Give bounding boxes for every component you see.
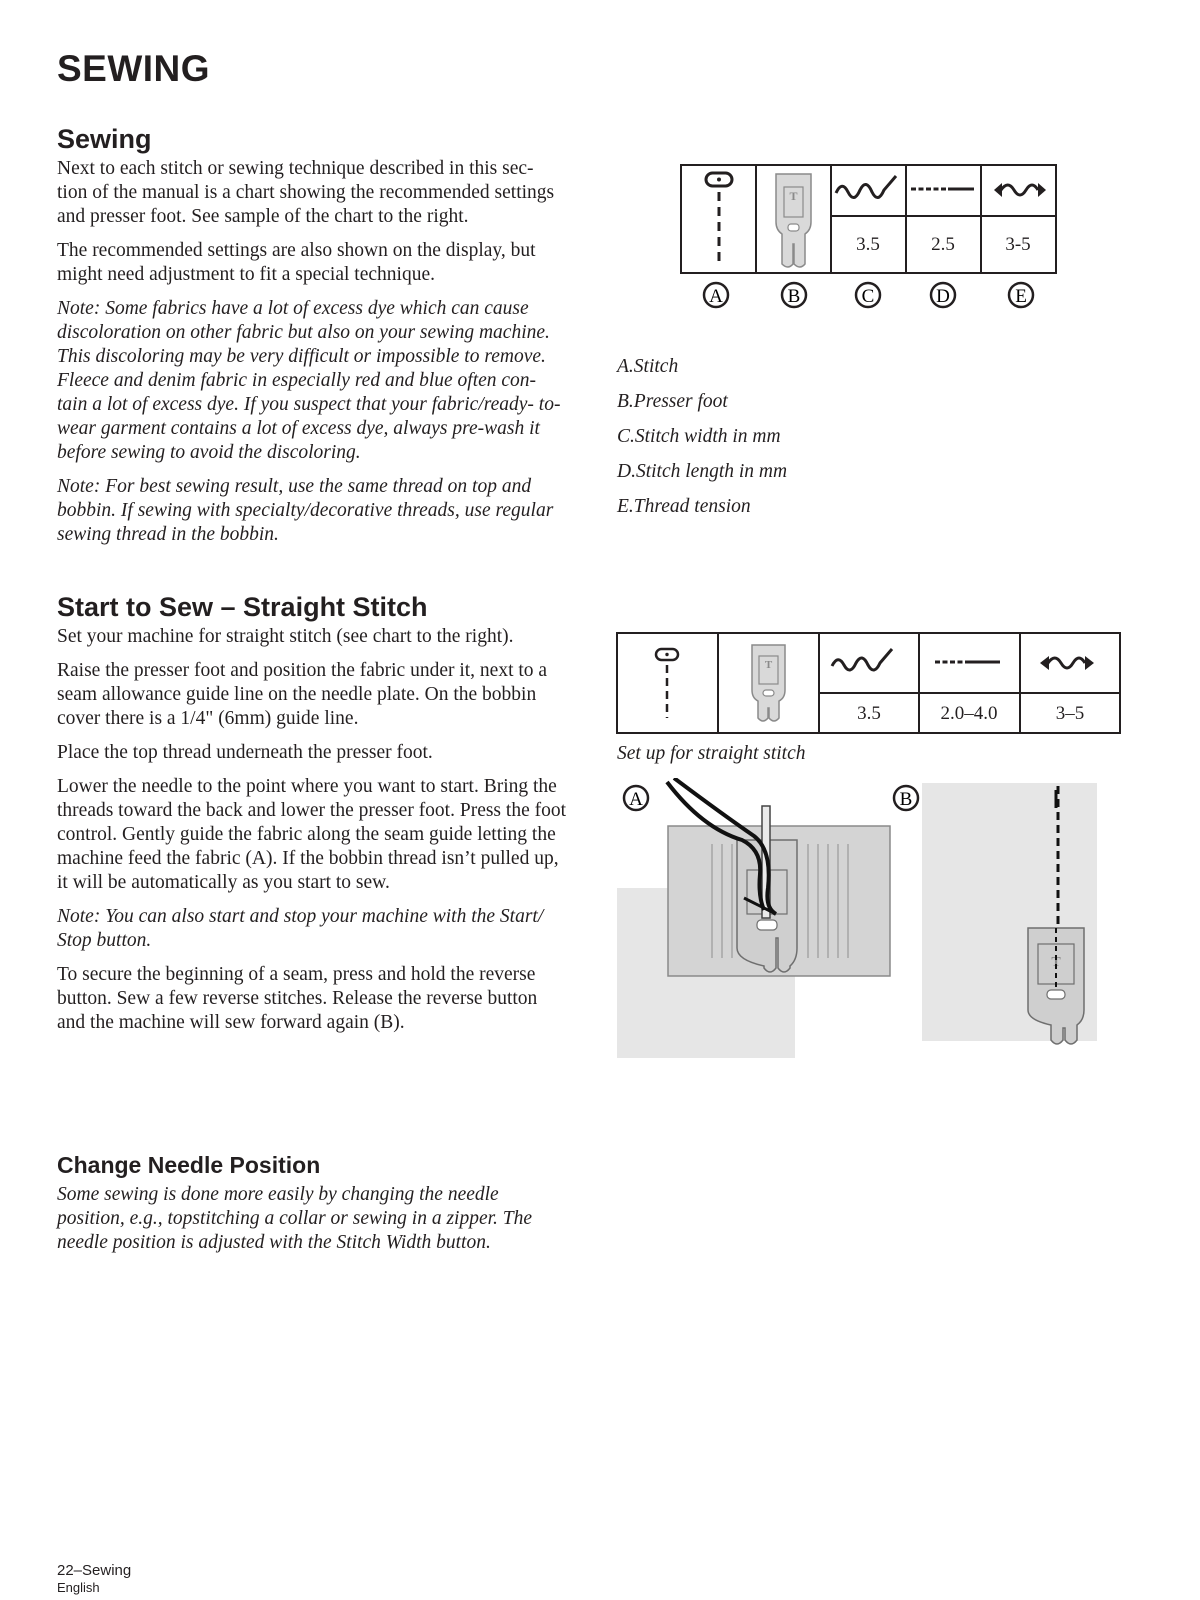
svg-text:C: C: [861, 286, 875, 307]
chart-tension-value: 3–5: [1055, 703, 1085, 724]
svg-text:D: D: [936, 286, 950, 307]
legend-item: A.Stitch: [617, 356, 679, 377]
chart-letter-b: [782, 283, 806, 307]
legend-item: B.Presser foot: [617, 391, 728, 412]
paragraph: Some sewing is done more easily by changing the needle position, e.g., topstitching a collar or sewing in a zipper. The needle position is adjusted with the Stitch Width button.: [57, 1184, 533, 1253]
chart-letter-a: [704, 283, 728, 307]
section-heading-start-to-sew: Start to Sew – Straight Stitch: [57, 592, 428, 622]
paragraph: Raise the presser foot and position the fabric under it, next to a seam allowance guide line on the needle plate. On the bobbin cover there is a 1/4" (6mm) guide line.: [57, 660, 548, 729]
legend-item: D.Stitch length in mm: [617, 461, 788, 482]
illustration-start-sewing: [612, 778, 912, 1068]
chart-letter-c: [856, 283, 880, 307]
paragraph: The recommended settings are also shown on the display, but might need adjustment to fit a special technique.: [57, 240, 536, 285]
change-needle-text: [57, 1183, 557, 1265]
paragraph: Set your machine for straight stitch (see chart to the right).: [57, 626, 514, 647]
chart-width-value: 3.5: [856, 234, 880, 255]
page-footer-number: 22–Sewing: [57, 1562, 132, 1579]
page-footer-language: English: [57, 1580, 100, 1595]
svg-text:T: T: [789, 189, 798, 203]
section-heading-sewing: Sewing: [57, 124, 152, 154]
note: Note: Some fabrics have a lot of excess dye which can cause discoloration on other fabric but also on your sewing machine. This discoloring may be very difficult or impossible to remove. Fleece and denim fabric in especially red and blue often con- tain a lot of excess dye. If you suspect that your fabric/ready- to-wear garment contains a lot of excess dye, always pre-wash it before sewing to avoid the discoloring.: [57, 298, 561, 463]
chart-legend: [617, 355, 787, 530]
chart-caption: Set up for straight stitch: [617, 743, 806, 764]
svg-text:B: B: [899, 789, 913, 810]
svg-text:T: T: [764, 659, 773, 671]
paragraph: Place the top thread underneath the presser foot.: [57, 742, 433, 763]
sewing-text: [57, 157, 567, 557]
chart-length-value: 2.5: [931, 234, 955, 255]
legend-item: C.Stitch width in mm: [617, 426, 781, 447]
illustration-reverse-stitch: [882, 778, 1112, 1068]
page-title: SEWING: [57, 48, 211, 89]
note: Note: For best sewing result, use the same thread on top and bobbin. If sewing with specialty/decorative threads, use regular sewing thread in the bobbin.: [57, 476, 554, 545]
paragraph: To secure the beginning of a seam, press and hold the reverse button. Sew a few reverse stitches. Release the reverse button and the machine will sew forward again (B).: [57, 964, 538, 1033]
section-heading-change-needle-position: Change Needle Position: [57, 1152, 321, 1178]
svg-text:E: E: [1015, 286, 1027, 307]
settings-chart-straight-stitch: [612, 628, 1132, 738]
paragraph: Lower the needle to the point where you want to start. Bring the threads toward the back and lower the presser foot. Press the foot control. Gently guide the fabric along the seam guide letting the machine feed the fabric (A). If the bobbin thread isn’t pulled up, it will be automatically as you start to sew.: [57, 776, 567, 893]
chart-width-value: 3.5: [857, 703, 881, 724]
note: Note: You can also start and stop your machine with the Start/ Stop button.: [57, 906, 544, 951]
chart-tension-value: 3-5: [1005, 234, 1031, 255]
svg-text:A: A: [629, 789, 643, 810]
illustration-label-a: [624, 786, 648, 810]
chart-letter-e: [1009, 283, 1033, 307]
chart-letter-d: [931, 283, 955, 307]
paragraph: Next to each stitch or sewing technique described in this sec- tion of the manual is a chart showing the recommended settings and presser foot. See sample of the chart to the right.: [57, 158, 555, 227]
start-to-sew-text: [57, 625, 567, 1045]
legend-item: E.Thread tension: [617, 496, 751, 517]
svg-text:A: A: [709, 286, 723, 307]
settings-chart-sample: [676, 160, 1068, 320]
svg-text:T: T: [1051, 955, 1061, 970]
svg-text:B: B: [787, 286, 801, 307]
presser-foot-icon: [776, 174, 811, 267]
illustration-label-b: [894, 786, 918, 810]
chart-length-value: 2.0–4.0: [940, 703, 998, 724]
